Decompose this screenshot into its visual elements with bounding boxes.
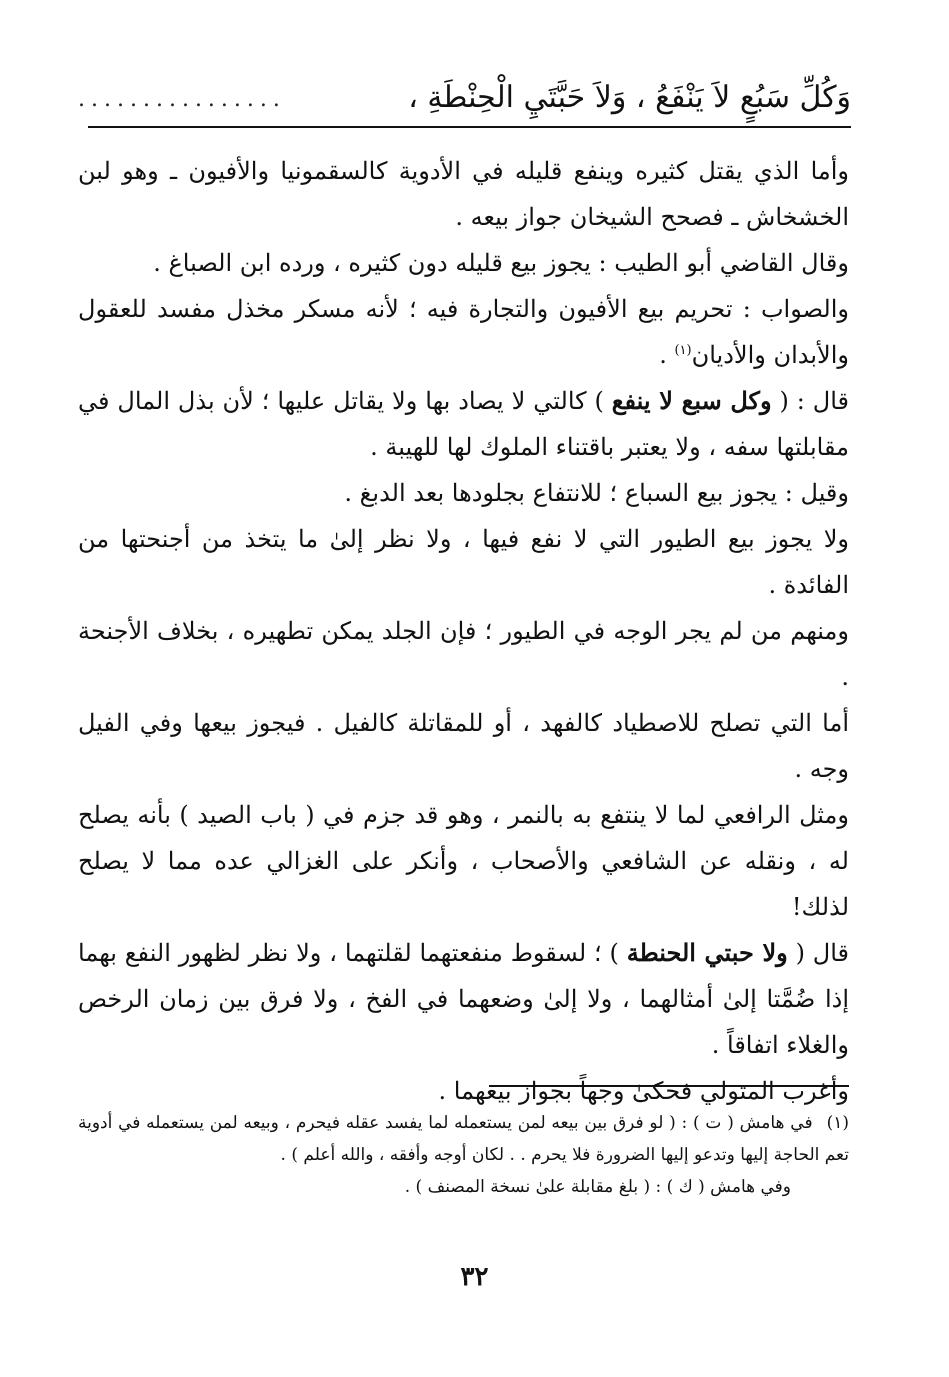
paragraph-text: وأما الذي يقتل كثيره وينفع قليله في الأدوية كالسقمونيا والأفيون ـ وهو لبن الخشخاش ـ فصحح الشيخان جواز بيعه . — [78, 157, 849, 231]
paragraph-tail: . — [659, 341, 675, 369]
footnote-rule — [489, 1085, 849, 1087]
footnote-ref[interactable]: (١) — [674, 343, 692, 358]
paragraph-9 — [78, 792, 849, 930]
running-header — [78, 62, 851, 120]
paragraph-text: ولا يجوز بيع الطيور التي لا نفع فيها ، ولا نظر إلىٰ ما يتخذ من أجنحتها من الفائدة . — [78, 525, 849, 599]
paragraph-text: ومثل الرافعي لما لا ينتفع به بالنمر ، وهو قد جزم في ( باب الصيد ) بأنه يصلح له ، ونقله عن الشافعي والأصحاب ، وأنكر على الغزالي عده مما لا يصلح لذلك! — [78, 801, 849, 921]
footnote-1-continued — [78, 1171, 849, 1203]
paragraph-text: وقال القاضي أبو الطيب : يجوز بيع قليله دون كثيره ، ورده ابن الصباغ . — [153, 249, 849, 277]
paragraph-10 — [78, 930, 849, 1068]
paragraph-7 — [78, 608, 849, 700]
footnotes — [78, 1107, 849, 1203]
paragraph-8 — [78, 700, 849, 792]
paragraph-prefix: قال ( — [787, 939, 849, 967]
matn-quote: وكل سبع لا ينفع — [611, 386, 772, 415]
footnote-text: في هامش ( ت ) : ( لو فرق بين بيعه لمن يستعمله لما يفسد عقله فيحرم ، وبيعه لمن يستعمله في أدوية تعم الحاجة إليها وتدعو إليها الضرورة فلا يحرم . . لكان أوجه وأفقه ، والله أعلم ) . — [78, 1113, 849, 1165]
paragraph-text: ومنهم من لم يجر الوجه في الطيور ؛ فإن الجلد يمكن تطهيره ، بخلاف الأجنحة . — [78, 617, 849, 691]
paragraph-4 — [78, 378, 849, 470]
paragraph-5 — [78, 470, 849, 516]
paragraph-text: وأغرب المتولي فحكىٰ وجهاً بجواز بيعهما . — [438, 1077, 849, 1105]
paragraph-3 — [78, 286, 849, 378]
footnote-1 — [78, 1107, 849, 1171]
header-title: وَكُلِّ سَبُعٍ لاَ يَنْفَعُ ، وَلاَ حَبَّتَيِ الْحِنْطَةِ ، — [408, 80, 851, 115]
paragraph-6 — [78, 516, 849, 608]
footnote-marker: (١) — [826, 1113, 849, 1133]
paragraph-1 — [78, 148, 849, 240]
paragraph-text: ) ؛ لسقوط منفعتهما لقلتهما ، ولا نظر لظهور النفع بهما إذا ضُمَّتا إلىٰ أمثالهما ، ولا إلىٰ وضعهما في الفخ ، ولا فرق بين زمان الرخص والغلاء اتفاقاً . — [78, 939, 849, 1059]
main-text — [78, 148, 849, 1114]
paragraph-text: وقيل : يجوز بيع السباع ؛ للانتفاع بجلودها بعد الدبغ . — [344, 479, 849, 507]
paragraph-text: أما التي تصلح للاصطياد كالفهد ، أو للمقاتلة كالفيل . فيجوز بيعها وفي الفيل وجه . — [78, 709, 849, 783]
header-rule — [88, 126, 851, 128]
header-dots: ................ — [78, 87, 286, 112]
footnote-text: وفي هامش ( ك ) : ( بلغ مقابلة علىٰ نسخة المصنف ) . — [404, 1177, 791, 1197]
page-number: ٣٢ — [460, 1262, 489, 1292]
paragraph-prefix: قال : ( — [771, 387, 849, 415]
paragraph-2 — [78, 240, 849, 286]
matn-quote: ولا حبتي الحنطة — [626, 938, 788, 967]
paragraph-text: والصواب : تحريم بيع الأفيون والتجارة فيه ؛ لأنه مسكر مخذل مفسد للعقول والأبدان والأديان — [78, 295, 849, 369]
paragraph-text: ) كالتي لا يصاد بها ولا يقاتل عليها ؛ لأن بذل المال في مقابلتها سفه ، ولا يعتبر باقتناء الملوك لها للهيبة . — [78, 387, 849, 461]
